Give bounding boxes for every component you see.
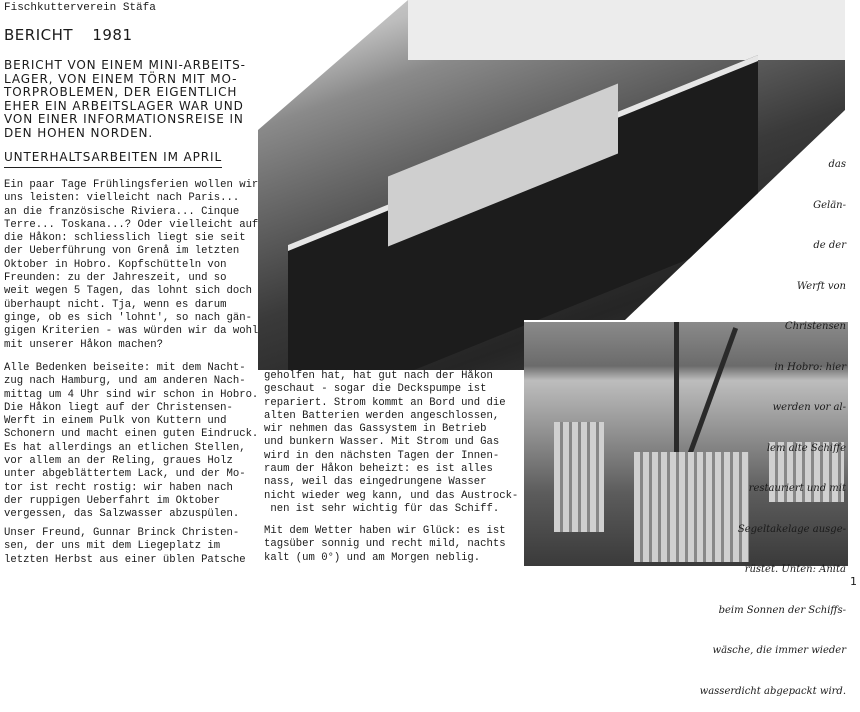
text-line: wird in den nächsten Tagen der Innen- xyxy=(264,449,500,462)
text-line: sen, der uns mit dem Liegeplatz im xyxy=(4,540,221,553)
caption-line: wäsche, die immer wieder xyxy=(712,645,846,656)
intro-line: BERICHT VON EINEM MINI-ARBEITS- xyxy=(4,58,246,72)
section-heading: UNTERHALTSARBEITEN IM APRIL xyxy=(4,150,222,168)
text-line: Mit dem Wetter haben wir Glück: es ist xyxy=(264,525,506,537)
text-line: vergessen, das Salzwasser abzuspülen. xyxy=(4,508,240,521)
text-line: vor allem an der Reling, graues Holz xyxy=(4,455,233,468)
text-line: geholfen hat, hat gut nach der Håkon xyxy=(264,370,493,382)
text-line: Werft in einem Pulk von Kuttern und xyxy=(4,415,227,428)
caption-line: Segeltakelage ausge- xyxy=(737,523,846,535)
paragraph-left-1 xyxy=(4,179,258,352)
intro-line: LAGER, VON EINEM TÖRN MIT MO- xyxy=(4,71,238,86)
text-line: wir nehmen das Gassystem in Betrieb xyxy=(264,423,487,436)
text-line: nen ist sehr wichtig für das Schiff. xyxy=(264,502,500,515)
photo-sky xyxy=(408,0,848,60)
text-line: letzten Herbst aus einer üblen Patsche xyxy=(4,553,246,566)
text-line: der ruppigen Ueberfahrt im Oktober xyxy=(4,494,221,507)
text-line: weit wegen 5 Tagen, das lohnt sich doch xyxy=(4,285,252,298)
text-line: raum der Håkon beheizt: es ist alles xyxy=(264,463,493,476)
intro-line: TORPROBLEMEN, DER EIGENTLICH xyxy=(4,85,238,100)
photo-laundry xyxy=(554,422,604,532)
text-line: die Håkon: schliesslich liegt sie seit xyxy=(4,232,246,245)
text-line: unter abgeblättertem Lack, und der Mo- xyxy=(4,468,246,481)
text-line: Freunden: zu der Jahreszeit, und so xyxy=(4,272,227,285)
caption-line: Christensen xyxy=(784,321,846,332)
text-line: mittag um 4 Uhr sind wir schon in Hobro. xyxy=(4,388,259,401)
photo-caption xyxy=(700,131,846,712)
text-line: nicht wieder weg kann, und das Austrock- xyxy=(264,489,519,502)
intro-line: DEN HOHEN NORDEN. xyxy=(4,125,154,140)
text-line: geschaut - sogar die Deckspumpe ist xyxy=(264,383,487,396)
text-line: an die französische Riviera... Cinque xyxy=(4,205,240,218)
text-line: Die Håkon liegt auf der Christensen- xyxy=(4,401,233,414)
caption-line: lem alte Schiffe xyxy=(766,442,846,454)
text-line: überhaupt nicht. Tja, wenn es darum xyxy=(4,298,227,311)
title-word: BERICHT xyxy=(4,26,74,44)
text-line: alten Batterien werden angeschlossen, xyxy=(264,409,500,422)
paragraph-middle-1 xyxy=(264,370,518,516)
text-line: Oktober in Hobro. Kopfschütteln von xyxy=(4,258,227,271)
text-line: Unser Freund, Gunnar Brinck Christen- xyxy=(4,527,240,539)
intro-line: VON EINER INFORMATIONSREISE IN xyxy=(4,112,244,127)
paragraph-left-2 xyxy=(4,362,258,522)
caption-line: de der xyxy=(813,240,846,251)
text-line: kalt (um 0°) und am Morgen neblig. xyxy=(264,551,481,564)
text-line: tagsüber sonnig und recht mild, nachts xyxy=(264,538,506,551)
caption-line: Gelän- xyxy=(813,199,846,211)
title-year: 1981 xyxy=(92,26,133,44)
paragraph-middle-2 xyxy=(264,525,506,565)
caption-line: restauriert und mit xyxy=(748,483,846,494)
page-number: 1 xyxy=(850,575,857,588)
club-name: Fischkutterverein Stäfa xyxy=(4,2,156,14)
text-line: der Ueberführung von Grenå im letzten xyxy=(4,245,240,258)
caption-line: Werft von xyxy=(796,280,846,292)
caption-line: das xyxy=(828,159,846,170)
text-line: Terre... Toskana...? Oder vielleicht auf xyxy=(4,218,259,231)
text-line: Schonern und macht einen guten Eindruck. xyxy=(4,428,259,441)
intro-block xyxy=(4,59,246,141)
caption-line: in Hobro: hier xyxy=(774,361,846,373)
text-line: nass, weil das eingedrungene Wasser xyxy=(264,476,487,489)
text-line: repariert. Strom kommt an Bord und die xyxy=(264,396,506,409)
text-line: zug nach Hamburg, und am anderen Nach- xyxy=(4,375,246,388)
text-line: uns leisten: vielleicht nach Paris... xyxy=(4,192,240,205)
text-line: tor ist recht rostig: wir haben nach xyxy=(4,481,233,494)
text-line: ginge, ob es sich 'lohnt', so nach gän- xyxy=(4,311,252,324)
text-line: Ein paar Tage Frühlingsferien wollen wir xyxy=(4,179,259,191)
caption-line: beim Sonnen der Schiffs- xyxy=(718,604,846,616)
text-line: gigen Kriterien - was würden wir da wohl xyxy=(4,325,259,338)
text-line: Es hat allerdings an etlichen Stellen, xyxy=(4,441,246,454)
text-line: Alle Bedenken beiseite: mit dem Nacht- xyxy=(4,362,246,374)
text-line: und bunkern Wasser. Mit Strom und Gas xyxy=(264,436,500,449)
caption-line: wasserdicht abgepackt wird. xyxy=(699,685,846,697)
caption-line: rüstet. Unten: Anita xyxy=(744,564,846,575)
intro-line: EHER EIN ARBEITSLAGER WAR UND xyxy=(4,98,244,113)
caption-line: werden vor al- xyxy=(772,402,846,413)
report-title xyxy=(4,26,133,44)
text-line: mit unserer Håkon machen? xyxy=(4,338,163,351)
paragraph-left-3 xyxy=(4,527,246,567)
